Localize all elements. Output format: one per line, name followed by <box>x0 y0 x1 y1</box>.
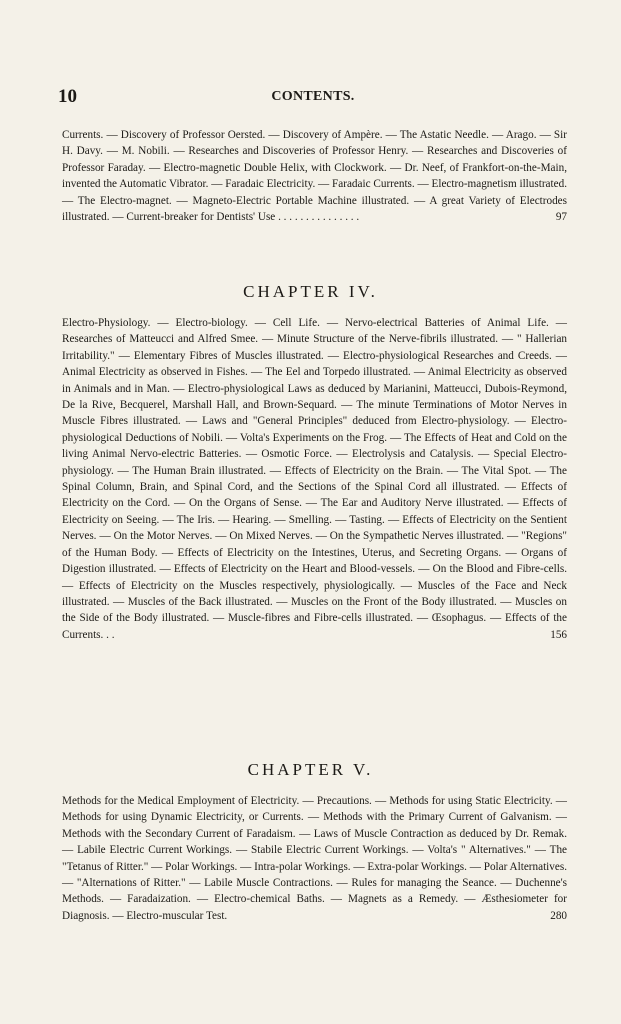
chapter-3-contents-tail <box>62 127 567 225</box>
page-number: 10 <box>58 86 77 107</box>
chapter-4-heading: CHAPTER IV. <box>243 282 378 301</box>
chapter-4-page-ref: 156 <box>550 628 567 641</box>
running-title: CONTENTS. <box>271 89 355 104</box>
chapter-5-contents <box>62 793 567 924</box>
leader-dots: . . <box>106 628 115 641</box>
chapter-5-text: Methods for the Medical Employment of Electricity. — Precautions. — Methods for using Static Electricity. — Methods for using Dynamic Electricity, or Currents. — Methods with the Primary Current of Galvanism. — Methods with the Secondary Current of Faradaism. — Laws of Muscle Contraction as deduced by Dr. Remak. — Labile Electric Current Workings. — Stabile Electric Current Workings. — Volta's " Alternatives." — The "Tetanus of Ritter." — Polar Workings. — Intra-polar Workings. — Extra-polar Workings. — Polar Alternatives. — "Alternations of Ritter." — Labile Muscle Contractions. — Rules for managing the Seance. — Duchenne's Methods. — Faradaization. — Electro-chemical Baths. — Magnets as a Remedy. — Æsthesiometer for Diagnosis. — Electro-muscular Test. <box>62 795 567 922</box>
chapter-4-text: Electro-Physiology. — Electro-biology. — Cell Life. — Nervo-electrical Batteries of Animal Life. — Researches of Matteucci and Alfred Smee. — Minute Structure of the Nerve-fibrils illustrated. — " Hallerian Irritability." — Elementary Fibres of Muscles illustrated. — Electro-physiological Researches and Creeds. — Animal Electricity as observed in Fishes. — The Eel and Torpedo illustrated. — Animal Electricity as observed in Animals and in Man. — Electro-physiological Laws as deduced by Marianini, Matteucci, Dubois-Reymond, De la Rive, Becquerel, Marshall Hall, and Brown-Sequard. — The minute Terminations of Motor Nerves in Muscle Fibres illustrated. — Laws and "General Principles" deduced from Electro-physiology. — Electro-physiological Deductions of Nobili. — Volta's Experiments on the Frog. — The Effects of Heat and Cold on the living Animal Nervo-electric Batteries. — Osmotic Force. — Electrolysis and Catalysis. — Special Electro-physiology. — The Human Brain illustrated. — Effects of Electricity on the Brain. — The Vital Spot. — The Spinal Column, Brain, and Spinal Cord, and the Sections of the Spinal Cord all illustrated. — Effects of Electricity on the Cord. — On the Organs of Sense. — The Ear and Auditory Nerve illustrated. — Effects of Electricity on Seeing. — The Iris. — Hearing. — Smelling. — Tasting. — Effects of Electricity on the Sentient Nerves. — On the Motor Nerves. — On Mixed Nerves. — On the Sympathetic Nerves illustrated. — "Regions" of the Human Body. — Effects of Electricity on the Intestines, Uterus, and Secreting Organs. — Organs of Digestion illustrated. — Effects of Electricity on the Heart and Blood-vessels. — On the Blood and Fibre-cells. — Effects of Electricity on the Muscles respectively, physiologically. — Muscles of the Face and Neck illustrated. — Muscles of the Back illustrated. — Muscles on the Front of the Body illustrated. — Muscles on the Side of the Body illustrated. — Muscle-fibres and Fibre-cells illustrated. — Œsophagus. — Effects of the Currents. <box>62 317 567 641</box>
chapter-3-page-ref: 97 <box>555 211 567 224</box>
chapter-5-page-ref: 280 <box>550 909 567 922</box>
chapter-4-summary <box>62 315 567 643</box>
chapter-3-text: Currents. — Discovery of Professor Oersted. — Discovery of Ampère. — The Astatic Needle. — Arago. — Sir H. Davy. — M. Nobili. — Researches and Discoveries of Professor Henry. — Researches and Discoveries of Professor Faraday. — Electro-magnetic Double Helix, with Clockwork. — Dr. Neef, of Frankfort-on-the-Main, invented the Automatic Vibrator. — Faradaic Electricity. — Faradaic Currents. — Electro-magnetism illustrated. — The Electro-magnet. — Magneto-Electric Portable Machine illustrated. — A great Variety of Electrodes illustrated. — Current-breaker for Dentists' Use <box>62 129 567 224</box>
chapter-3-summary <box>62 127 567 225</box>
page-header <box>58 86 568 108</box>
chapter-5-heading: CHAPTER V. <box>247 760 374 779</box>
chapter-4-contents <box>62 315 567 643</box>
leader-dots: . . . . . . . . . . . . . . . <box>278 211 360 224</box>
chapter-5-summary <box>62 793 567 924</box>
